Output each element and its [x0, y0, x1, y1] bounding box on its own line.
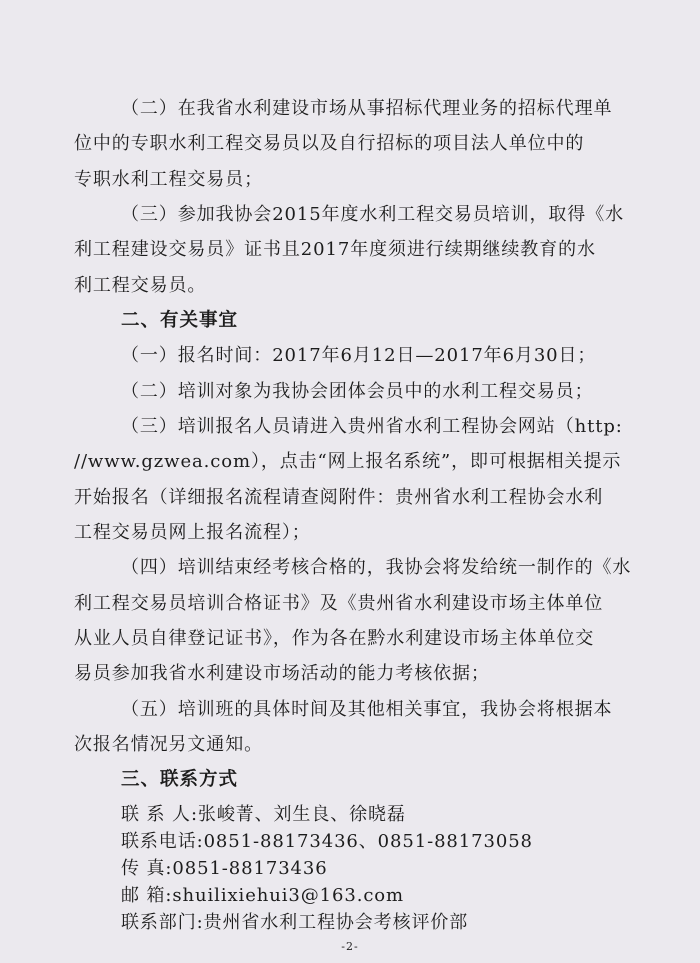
- list-item: （二）培训对象为我协会团体会员中的水利工程交易员；: [121, 381, 594, 402]
- contact-value: shuilixiehui3@163.com: [172, 885, 405, 906]
- section-heading: 三、联系方式: [121, 769, 239, 790]
- contact-row: [121, 803, 406, 827]
- contact-row: [121, 857, 328, 881]
- contact-label: 联系部门:: [121, 912, 204, 933]
- list-item: 从业人员自律登记证书》，作为各在黔水利建设市场主体单位交: [74, 628, 595, 649]
- list-item: 工程交易员网上报名流程）；: [74, 522, 311, 543]
- paragraph-line: 专职水利工程交易员；: [74, 169, 263, 190]
- list-item: （三）培训报名人员请进入贵州省水利工程协会网站（http:: [121, 416, 623, 437]
- contact-value: 0851-88173436、0851-88173058: [203, 831, 533, 852]
- paragraph-line: （三）参加我协会2015年度水利工程交易员培训，取得《水: [121, 204, 625, 225]
- contact-label: 联 系 人:: [121, 804, 198, 825]
- list-item: （五）培训班的具体时间及其他相关事宜，我协会将根据本: [121, 699, 613, 720]
- list-item: 利工程交易员培训合格证书》及《贵州省水利建设市场主体单位: [74, 593, 604, 614]
- contact-row: [121, 830, 533, 854]
- contact-value: 0851-88173436: [172, 858, 328, 879]
- paragraph-line: （二）在我省水利建设市场从事招标代理业务的招标代理单: [121, 98, 613, 119]
- contact-value: 张峻菁、刘生良、徐晓磊: [197, 804, 406, 825]
- list-item: 易员参加我省水利建设市场活动的能力考核依据；: [74, 663, 490, 684]
- paragraph-line: 利工程建设交易员》证书且2017年度须进行续期继续教育的水: [74, 239, 596, 260]
- contact-label: 联系电话:: [121, 831, 204, 852]
- list-item: //www.gzwea.com），点击“网上报名系统”，即可根据相关提示: [74, 451, 622, 472]
- list-item: 开始报名（详细报名流程请查阅附件：贵州省水利工程协会水利: [74, 487, 604, 508]
- paragraph-line: 位中的专职水利工程交易员以及自行招标的项目法人单位中的: [74, 133, 585, 154]
- list-item: （四）培训结束经考核合格的，我协会将发给统一制作的《水: [121, 557, 632, 578]
- page-number: -2-: [341, 940, 359, 953]
- contact-row: [121, 911, 468, 935]
- contact-label: 传 真:: [121, 858, 173, 879]
- contact-row: [121, 884, 404, 908]
- contact-label: 邮 箱:: [121, 885, 173, 906]
- paragraph-line: 利工程交易员。: [74, 275, 207, 296]
- contact-value: 贵州省水利工程协会考核评价部: [203, 912, 469, 933]
- list-item: 次报名情况另文通知。: [74, 734, 263, 755]
- section-heading: 二、有关事宜: [121, 310, 239, 331]
- list-item: （一）报名时间：2017年6月12日—2017年6月30日；: [121, 345, 597, 366]
